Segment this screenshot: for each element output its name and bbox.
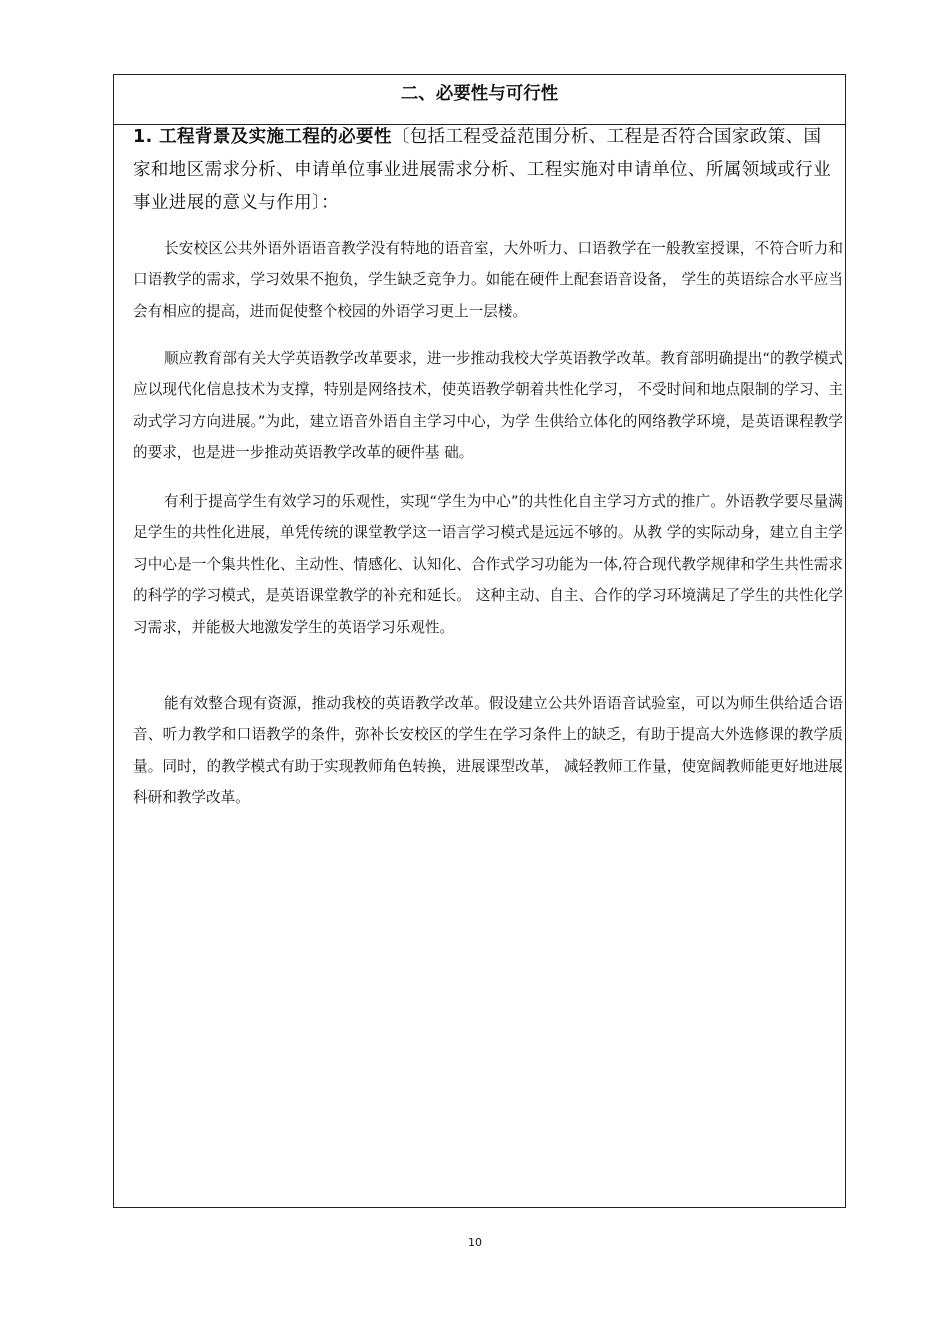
question-detail: 〔包括工程受益范围分析、工程是否符合国家政策、国家和地区需求分析、申请单位事业进展需求分析、工程实施对申请单位、所属领域或行业事业进展的意义与作用〕： xyxy=(133,127,832,213)
body-paragraph: 能有效整合现有资源，推动我校的英语教学改革。假设建立公共外语语音试验室，可以为师生供给适合语音、听力教学和口语教学的条件，弥补长安校区的学生在学习条件上的缺乏，有助于提高大外选修课的教学质量。同时，的教学模式有助于实现教师角色转换，进展课型改革， 减轻教师工作量，使宽阔教师能更好地进展科研和教学改革。 xyxy=(133,695,843,807)
section-header-row xyxy=(114,75,845,125)
question-title: 1. 工程背景及实施工程的必要性 xyxy=(133,127,392,147)
body-paragraph: 顺应教育部有关大学英语教学改革要求，进一步推动我校大学英语教学改革。教育部明确提出“的教学模式应以现代化信息技术为支撑，特别是网络技术，使英语教学朝着共性化学习， 不受时间和地点限制的学习、主动式学习方向进展。”为此，建立语音外语自主学习中心，为学 生供给立体化的网络教学环境，是英语课程教学的要求，也是进一步推动英语教学改革的硬件基 础。 xyxy=(133,350,843,462)
body-paragraph: 有利于提高学生有效学习的乐观性，实现“学生为中心”的共性化自主学习方式的推广。外语教学要尽量满足学生的共性化进展，单凭传统的课堂教学这一语言学习模式是远远不够的。从教 学的实际动身，建立自主学习中心是一个集共性化、主动性、情感化、认知化、合作式学习功能为一体,符合现代教学规律和学生共性需求的科学的学习模式，是英语课堂教学的补充和延长。 这种主动、自主、合作的学习环境满足了学生的共性化学习需求，并能极大地激发学生的英语学习乐观性。 xyxy=(133,493,843,636)
question-heading xyxy=(133,121,833,220)
section-title: 二、必要性与可行性 xyxy=(400,84,559,104)
form-table xyxy=(113,74,846,1208)
body-paragraph: 长安校区公共外语外语语音教学没有特地的语音室，大外听力、口语教学在一般教室授课，不符合听力和口语教学的需求，学习效果不抱负，学生缺乏竞争力。如能在硬件上配套语音设备， 学生的英语综合水平应当会有相应的提高，进而促使整个校园的外语学习更上一层楼。 xyxy=(133,240,843,320)
page-number: 10 xyxy=(468,1236,482,1249)
